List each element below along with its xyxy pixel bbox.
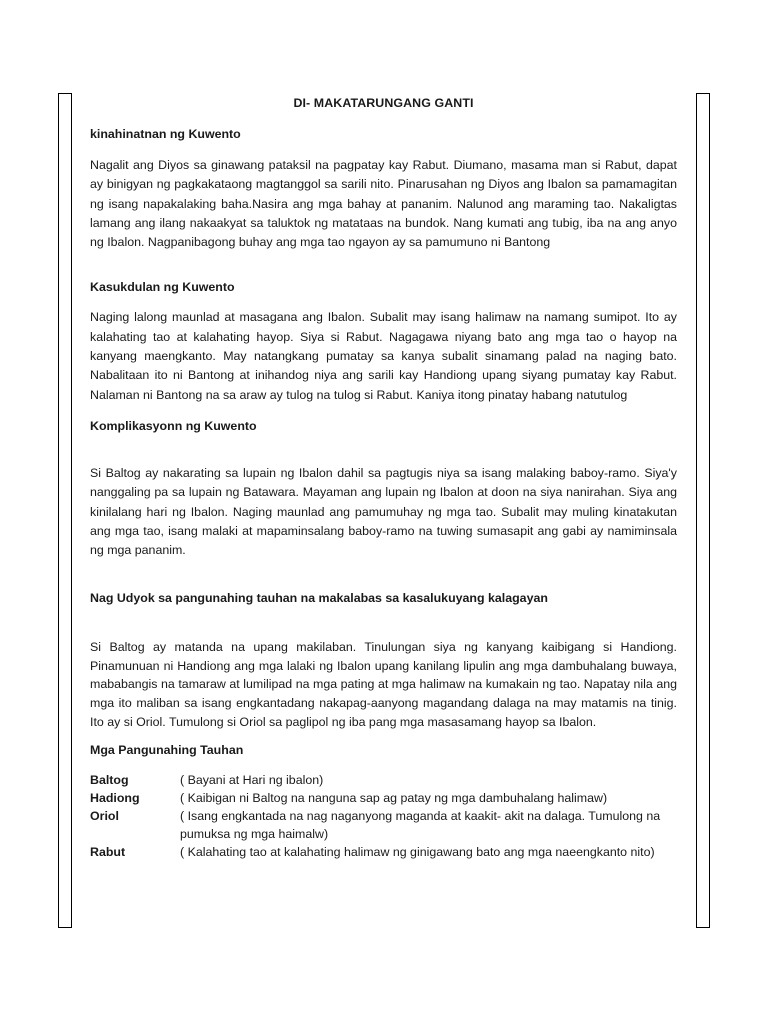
character-row (90, 843, 677, 861)
character-name: Oriol (90, 808, 119, 823)
character-description: ( Isang engkantada na nag naganyong maganda at kaakit- akit na dalaga. Tumulong na pumuksa ng mga haimalw) (180, 808, 661, 842)
section-text-nag-udyok: Si Baltog ay matanda na upang makilaban. Tinulungan siya ng kanyang kaibigang si Handiong. Pinamunuan ni Handiong ang mga lalaki ng Ibalon upang kanilang lipulin ang mga dambuhalang buwaya, mababangis na tamaraw at lumilipad na mga pating at mga halimaw na kumakain ng tao. Napatay nila ang mga ito maliban sa isang engkantadang nakapag-aanyong magandang dalaga na may matamis na tinig. Ito ay si Oriol. Tumulong si Oriol sa paglipol ng iba pang mga masasamang hayop sa Ibalon. (90, 640, 677, 729)
left-margin-bar (58, 93, 72, 928)
character-description: ( Kaibigan ni Baltog na nanguna sap ag patay ng mga dambuhalang halimaw) (180, 790, 608, 805)
right-margin-bar (696, 93, 710, 928)
section-heading-kasukdulan: Kasukdulan ng Kuwento (90, 279, 235, 294)
document-title: DI- MAKATARUNGANG GANTI (293, 96, 474, 110)
section-text-komplikasyon: Si Baltog ay nakarating sa lupain ng Ibalon dahil sa pagtugis niya sa isang malaking baboy-ramo. Siya'y nanggaling pa sa lupain ng Batawara. Mayaman ang lupain ng Ibalon at doon na siya nanirahan. Siya ang kinilalang hari ng Ibalon. Naging maunlad ang pamumuhay ng mga tao. Subalit may muling kinatakutan ang mga tao, isang malaki at mapaminsalang baboy-ramo na tuwing sumasapit ang gabi ay namiminsala ng mga pananim. (90, 465, 677, 558)
character-name: Rabut (90, 845, 126, 860)
character-description: ( Kalahating tao at kalahating halimaw ng ginigawang bato ang mga naeengkanto nito) (180, 845, 655, 860)
section-text-kinahinatnan: Nagalit ang Diyos sa ginawang pataksil na pagpatay kay Rabut. Diumano, masama man si Rabut, dapat ay binigyan ng pagkakataong magtanggol sa sarili nito. Pinarusahan ng Diyos ang Ibalon sa pamamagitan ng isang napakalaking baha.Nasira ang mga bahay at pananim. Nalunod ang maraming tao. Nakaligtas lamang ang ilang nakaakyat sa taluktok ng matataas na bundok. Nang kumati ang tubig, iba na ang anyo ng Ibalon. Nagpanibagong buhay ang mga tao ngayon ay sa pamumuno ni Bantong (90, 157, 677, 250)
characters-heading: Mga Pangunahing Tauhan (90, 743, 244, 758)
character-name: Baltog (90, 772, 129, 787)
character-description: ( Bayani at Hari ng ibalon) (180, 772, 324, 787)
character-name: Hadiong (90, 790, 140, 805)
section-heading-kinahinatnan: kinahinatnan ng Kuwento (90, 127, 241, 142)
character-row (90, 771, 677, 789)
section-heading-komplikasyon: Komplikasyonn ng Kuwento (90, 419, 257, 434)
character-row (90, 789, 677, 807)
section-heading-nag-udyok: Nag Udyok sa pangunahing tauhan na makalabas sa kasalukuyang kalagayan (90, 590, 548, 605)
document-page (90, 94, 677, 862)
characters-list (90, 771, 677, 862)
character-row (90, 807, 677, 843)
section-text-kasukdulan: Naging lalong maunlad at masagana ang Ibalon. Subalit may isang halimaw na namang sumipot. Ito ay kalahating tao at kalahating hayop. Siya si Rabut. Nagagawa niyang bato ang mga tao o hayop na kanyang maengkanto. May natangkang pumatay sa kanya subalit sinamang palad na naging bato. Nabalitaan ito ni Bantong at inihandog niya ang sarili kay Handiong upang siyang pumatay kay Rabut. Nalaman ni Bantong na sa araw ay tulog na tulog si Rabut. Kaniya itong pinatay habang natutulog (90, 310, 677, 402)
